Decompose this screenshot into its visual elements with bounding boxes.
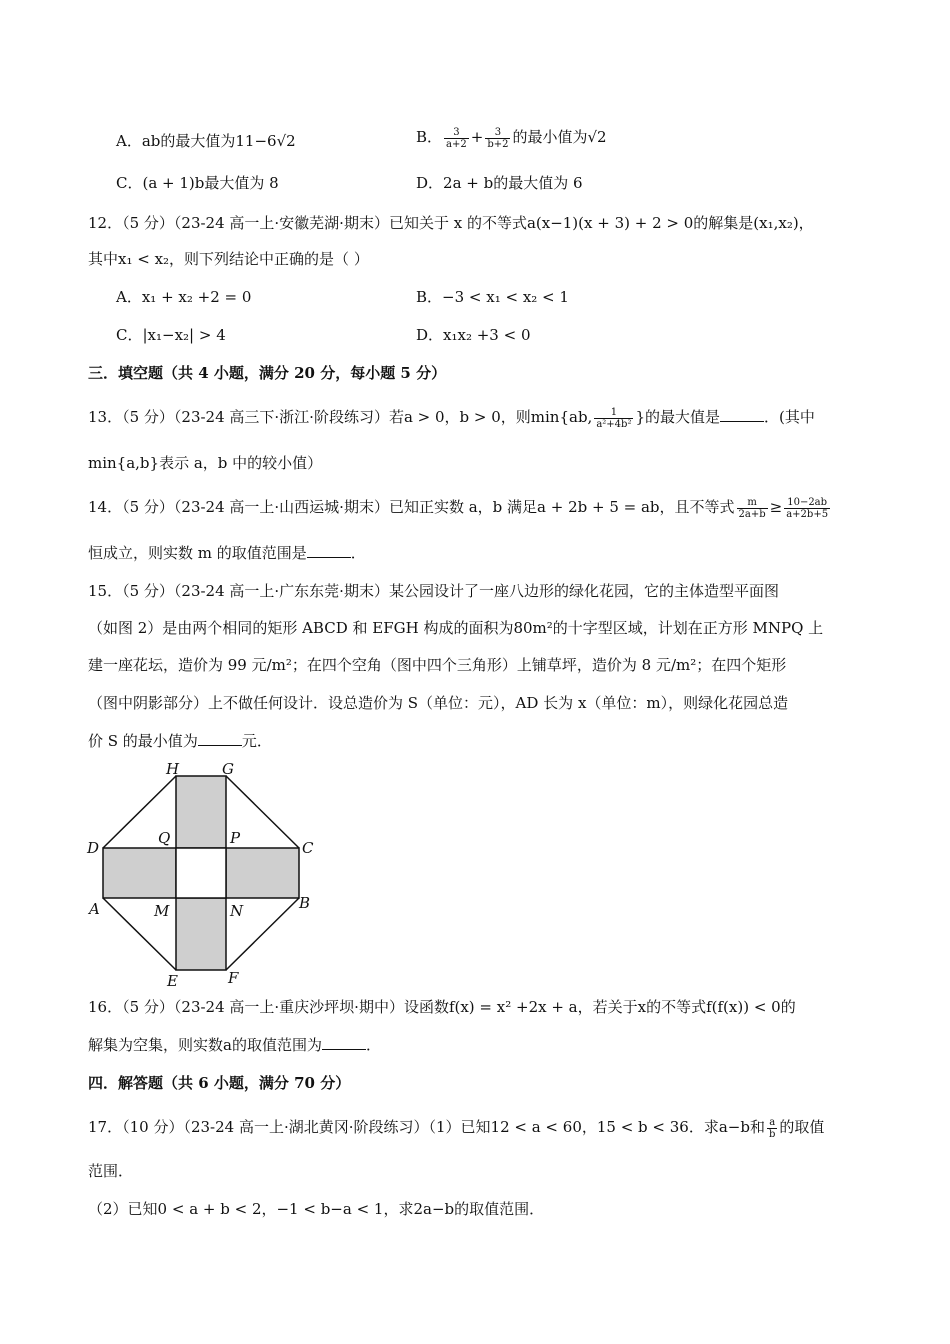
q11-option-b-prefix: B．	[416, 128, 443, 146]
shaded-rect-top	[176, 776, 226, 848]
q16-stem-line1: 16．（5 分）（23-24 高一上·重庆沙坪坝·期中）设函数f(x) = x² +2x + a，若关于x的不等式f(f(x)) < 0的	[88, 998, 796, 1016]
q13-stem-line2: min{a,b}表示 a，b 中的较小值）	[88, 454, 323, 472]
q12-stem-line2: 其中x₁ < x₂，则下列结论中正确的是（ ）	[88, 250, 369, 268]
q15-figure	[80, 755, 330, 995]
q16-line2-prefix: 解集为空集，则实数a的取值范围为	[88, 1036, 322, 1054]
q13-fraction: $\frac{1}{\text{a²+4b²}}$	[596, 406, 632, 430]
q15-stem-line2: （如图 2）是由两个相同的矩形 ABCD 和 EFGH 构成的面积为80m²的十字型区域，计划在正方形 MNPQ 上	[88, 619, 824, 637]
label-d: D	[87, 839, 100, 857]
q14-answer-blank[interactable]	[307, 543, 351, 558]
q15-stem-line3: 建一座花坛，造价为 99 元/m²；在四个空角（图中四个三角形）上铺草坪，造价为 8 元/m²；在四个矩形	[88, 656, 787, 674]
label-m: M	[154, 902, 170, 920]
q16-stem-line2	[88, 1034, 381, 1056]
q17-stem-line2: 范围．	[88, 1162, 134, 1180]
label-q: Q	[158, 829, 171, 847]
q14-line2-end: ．	[350, 544, 366, 562]
q13-answer-blank[interactable]	[720, 407, 764, 422]
q16-answer-blank[interactable]	[322, 1035, 366, 1050]
q13-end: ．(其中	[764, 408, 815, 426]
label-n: N	[230, 902, 244, 920]
q17-part2: （2）已知0 < a + b < 2，−1 < b−a < 1，求2a−b的取值范围．	[88, 1200, 545, 1218]
q17-prefix: 17．（10 分）（23-24 高一上·湖北黄冈·阶段练习）（1）已知12 < a < 60，15 < b < 36．求a−b和	[88, 1118, 765, 1136]
q14-fraction-2: $\frac{10-2ab}{a+2b+5}$	[786, 496, 829, 520]
label-h: H	[166, 760, 180, 778]
q11-option-c: C．(a + 1)b最大值为 8	[116, 174, 279, 192]
q14-geq: ≥	[769, 498, 783, 516]
shaded-rect-right	[226, 848, 299, 898]
label-b: B	[299, 894, 311, 912]
section-3-heading: 三．填空题（共 4 小题，满分 20 分，每小题 5 分）	[88, 364, 447, 382]
q11-option-d: D．2a + b的最大值为 6	[416, 174, 583, 192]
q14-line2-prefix: 恒成立，则实数 m 的取值范围是	[88, 544, 307, 562]
q12-stem-line1: 12．（5 分）（23-24 高一上·安徽芜湖·期末）已知关于 x 的不等式a(x−1)(x + 3) + 2 > 0的解集是(x₁,x₂)，	[88, 214, 814, 232]
q15-line5-prefix: 价 S 的最小值为	[88, 732, 198, 750]
q16-line2-end: ．	[365, 1036, 381, 1054]
q17-stem-line1	[88, 1116, 824, 1140]
label-a: A	[89, 900, 100, 918]
q12-option-a: A．x₁ + x₂ +2 = 0	[116, 288, 252, 306]
label-p: P	[230, 829, 241, 847]
label-f: F	[228, 969, 239, 987]
section-4-heading: 四．解答题（共 6 小题，满分 70 分）	[88, 1074, 351, 1092]
label-e: E	[167, 972, 178, 990]
q13-stem-line1	[88, 406, 815, 430]
q14-fraction-1: $\frac{m}{2a+b}$	[738, 496, 766, 520]
q11-option-b	[416, 126, 607, 150]
q12-option-c: C．|x₁−x₂| > 4	[116, 326, 226, 344]
q15-stem-line1: 15．（5 分）（23-24 高一上·广东东莞·期末）某公园设计了一座八边形的绿化花园，它的主体造型平面图	[88, 582, 779, 600]
q11-option-b-frac1: $\frac{3}{a+2}$	[446, 126, 467, 150]
label-c: C	[302, 839, 314, 857]
q11-option-b-frac2: $\frac{3}{b+2}$	[487, 126, 509, 150]
q14-stem-line2	[88, 542, 366, 564]
q14-prefix: 14．（5 分）（23-24 高一上·山西运城·期末）已知正实数 a，b 满足a + 2b + 5 = ab，且不等式	[88, 498, 735, 516]
q15-answer-blank[interactable]	[198, 731, 242, 746]
q17-suffix: 的取值	[779, 1118, 825, 1136]
shaded-rect-left	[103, 848, 176, 898]
shaded-rect-bottom	[176, 898, 226, 970]
q17-fraction: $\frac{a}{b}$	[768, 1116, 776, 1140]
q11-option-a: A．ab的最大值为11−6√2	[116, 132, 296, 150]
q11-option-b-suffix: 的最小值为√2	[512, 128, 607, 146]
q15-stem-line5	[88, 730, 272, 752]
q13-prefix: 13．（5 分）（23-24 高三下·浙江·阶段练习）若a > 0，b > 0，则min{ab,	[88, 408, 593, 426]
center-square-mnpq	[176, 848, 226, 898]
q15-line5-end: 元．	[241, 732, 272, 750]
q14-stem-line1	[88, 496, 832, 520]
q12-option-b: B．−3 < x₁ < x₂ < 1	[416, 288, 569, 306]
q15-stem-line4: （图中阴影部分）上不做任何设计．设总造价为 S（单位：元），AD 长为 x（单位：m），则绿化花园总造	[88, 694, 789, 712]
q13-suffix: }的最大值是	[635, 408, 720, 426]
q11-option-b-plus: +	[470, 128, 484, 146]
label-g: G	[222, 760, 234, 778]
q12-option-d: D．x₁x₂ +3 < 0	[416, 326, 531, 344]
